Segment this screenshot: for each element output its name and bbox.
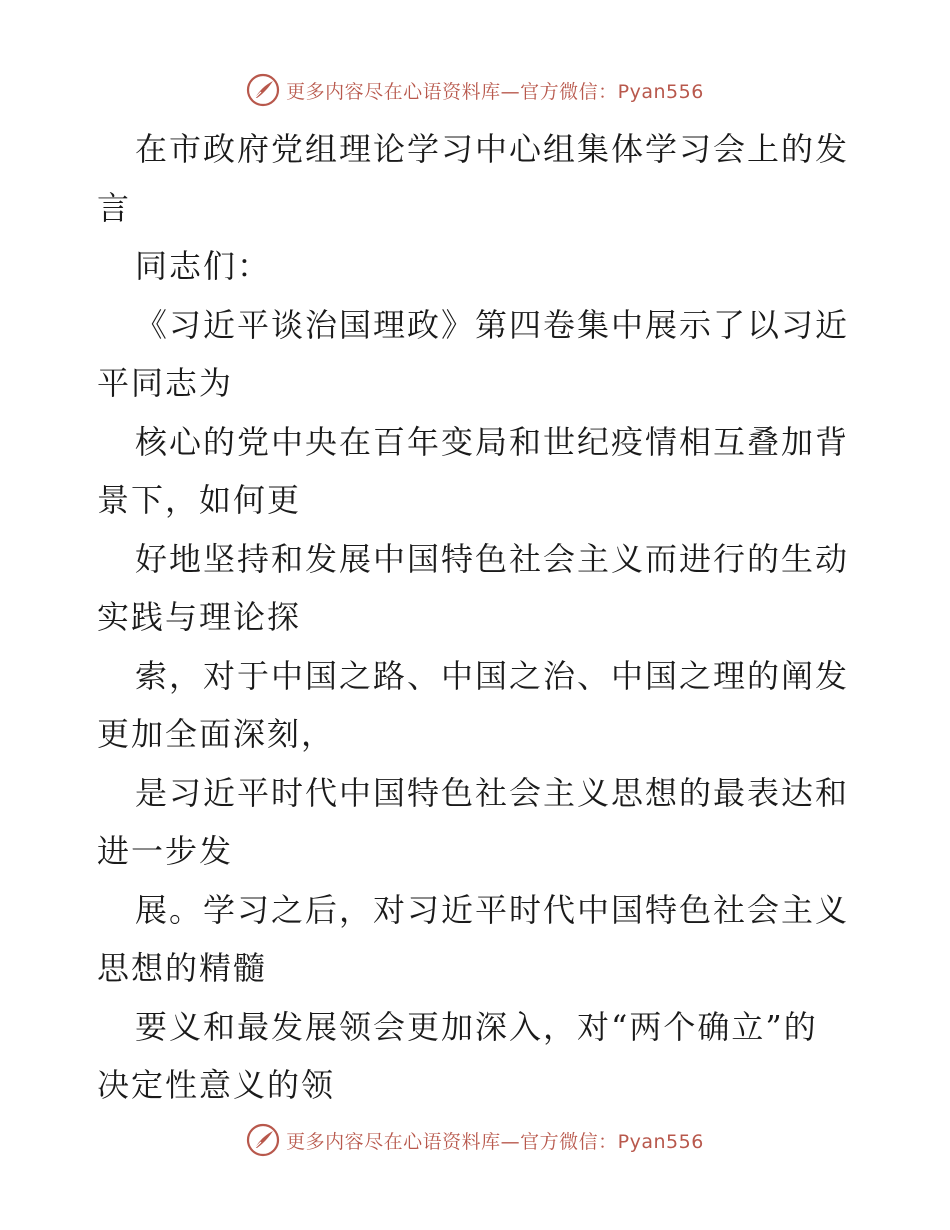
text-line: 景下，如何更 xyxy=(97,481,302,519)
header-banner xyxy=(0,70,950,110)
text-line: 实践与理论探 xyxy=(97,598,302,636)
text-line: 索，对于中国之路、中国之治、中国之理的阐发 xyxy=(135,656,850,695)
text-line: 平同志为 xyxy=(97,364,234,402)
salutation: 同志们： xyxy=(135,247,272,285)
text-line: 《习近平谈治国理政》第四卷集中展示了以习近 xyxy=(135,305,850,344)
quill-logo-icon xyxy=(246,1123,280,1157)
text-line: 要义和最发展领会更加深入，对“两个确立”的 xyxy=(135,1007,818,1046)
text-line: 核心的党中央在百年变局和世纪疫情相互叠加背 xyxy=(135,422,850,461)
document-body xyxy=(97,120,857,1115)
footer-banner-text: 更多内容尽在心语资料库—官方微信：Pyan556 xyxy=(286,1130,704,1153)
text-line: 是习近平时代中国特色社会主义思想的最表达和 xyxy=(135,773,850,812)
text-line: 更加全面深刻， xyxy=(97,715,336,753)
footer-banner xyxy=(0,1120,950,1160)
text-line: 好地坚持和发展中国特色社会主义而进行的生动 xyxy=(135,539,850,578)
text-line: 进一步发 xyxy=(97,832,234,870)
title-line-2: 言 xyxy=(97,188,132,227)
title-line-1: 在市政府党组理论学习中心组集体学习会上的发 xyxy=(135,130,850,168)
header-banner-text: 更多内容尽在心语资料库—官方微信：Pyan556 xyxy=(286,80,704,103)
text-line: 展。学习之后，对习近平时代中国特色社会主义 xyxy=(135,890,850,929)
quill-logo-icon xyxy=(246,73,280,107)
text-line: 决定性意义的领 xyxy=(97,1066,336,1104)
text-line: 思想的精髓 xyxy=(97,949,268,987)
